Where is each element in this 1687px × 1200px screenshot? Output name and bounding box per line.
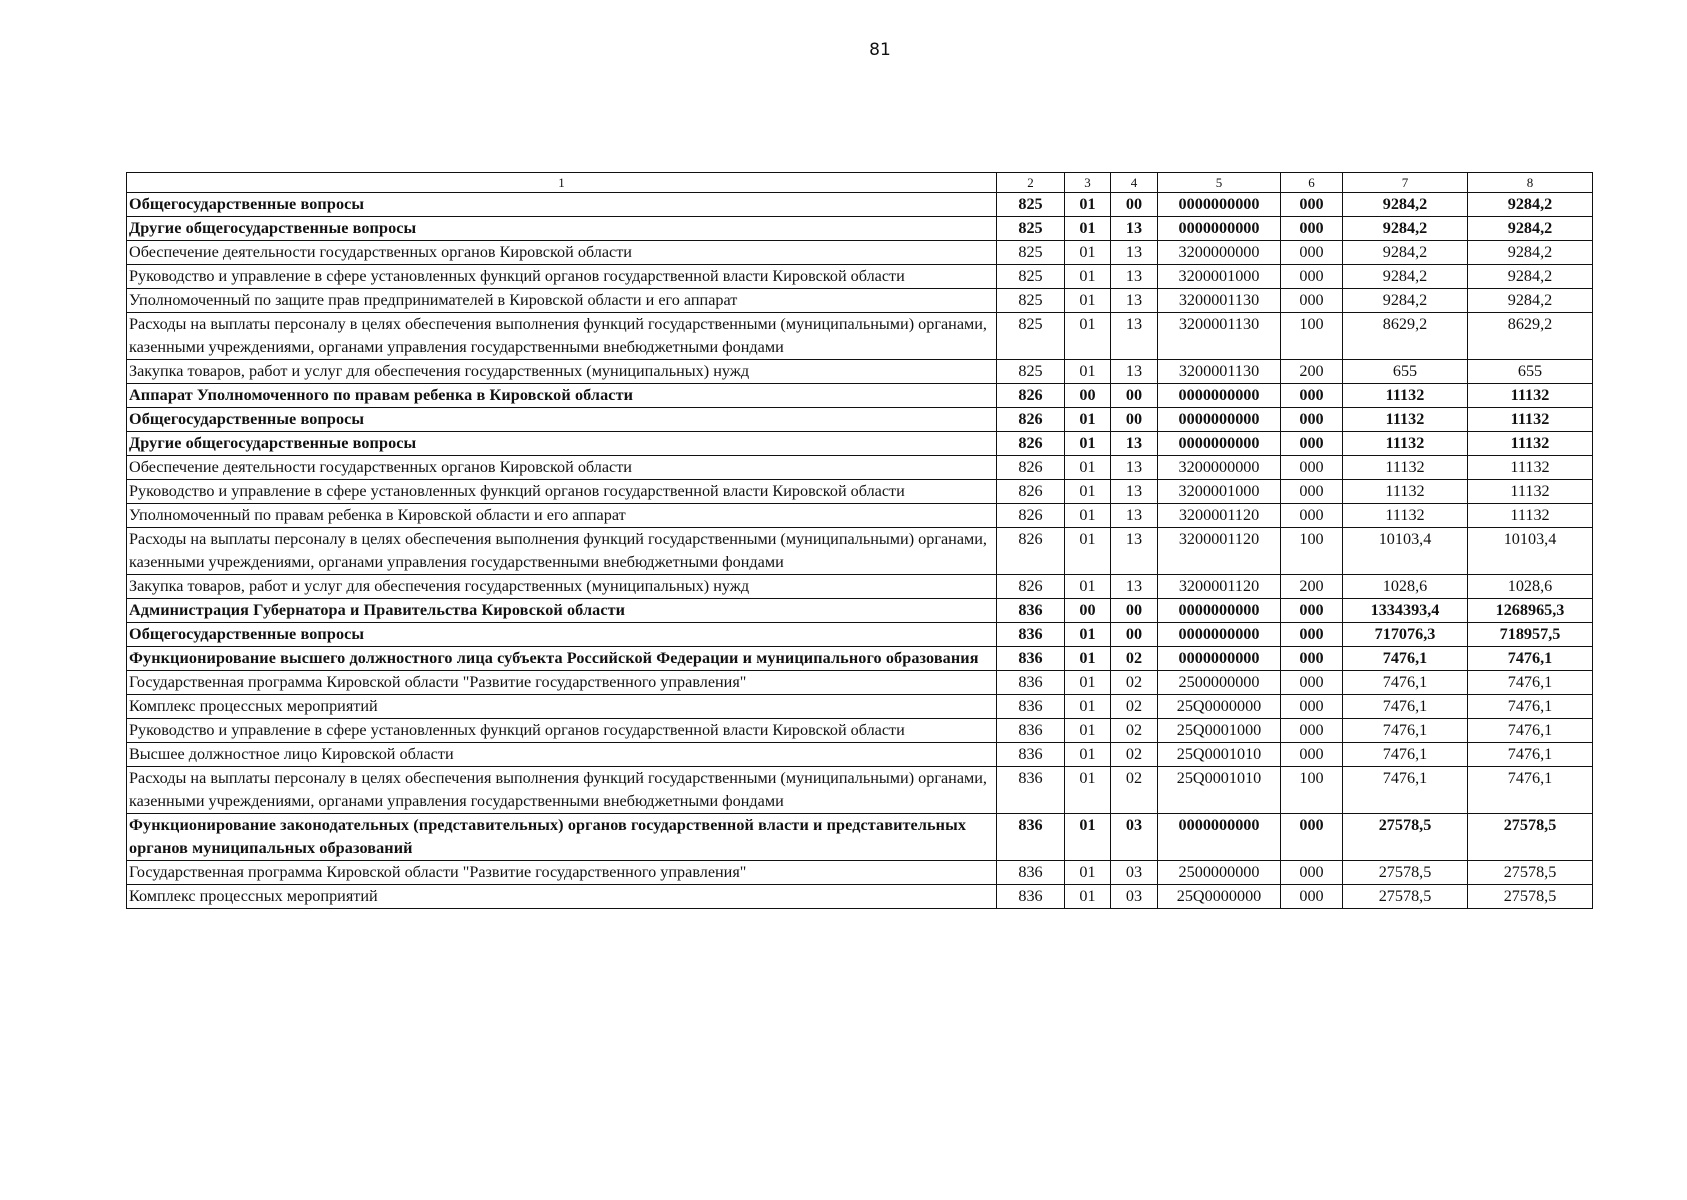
table-row [127, 480, 1593, 504]
table-row [127, 814, 1593, 861]
amount-year1-cell: 1028,6 [1343, 575, 1468, 599]
amount-year1-cell: 7476,1 [1343, 695, 1468, 719]
amount-year2-cell: 7476,1 [1468, 719, 1593, 743]
section-code-cell: 01 [1065, 432, 1111, 456]
expense-type-cell: 000 [1281, 241, 1343, 265]
expense-type-cell: 000 [1281, 289, 1343, 313]
amount-year1-cell: 11132 [1343, 504, 1468, 528]
amount-year1-cell: 9284,2 [1343, 193, 1468, 217]
expense-type-cell: 000 [1281, 599, 1343, 623]
chapter-code-cell: 825 [997, 360, 1065, 384]
expense-type-cell: 000 [1281, 695, 1343, 719]
amount-year2-cell: 7476,1 [1468, 743, 1593, 767]
expense-type-cell: 000 [1281, 743, 1343, 767]
chapter-code-cell: 836 [997, 814, 1065, 861]
section-code-cell: 01 [1065, 193, 1111, 217]
chapter-code-cell: 826 [997, 575, 1065, 599]
section-code-cell: 01 [1065, 217, 1111, 241]
subsection-code-cell: 02 [1111, 647, 1158, 671]
row-name-cell: Руководство и управление в сфере установленных функций органов государственной власти Кировской области [127, 480, 997, 504]
section-code-cell: 01 [1065, 313, 1111, 360]
chapter-code-cell: 836 [997, 885, 1065, 909]
amount-year2-cell: 27578,5 [1468, 885, 1593, 909]
target-article-cell: 3200000000 [1158, 241, 1281, 265]
table-row [127, 241, 1593, 265]
row-name-cell: Расходы на выплаты персоналу в целях обеспечения выполнения функций государственными (муниципальными) органами, казенными учреждениями, органами управления государственными внебюджетными фондами [127, 528, 997, 575]
subsection-code-cell: 13 [1111, 456, 1158, 480]
chapter-code-cell: 825 [997, 217, 1065, 241]
header-cell: 2 [997, 173, 1065, 193]
amount-year1-cell: 11132 [1343, 456, 1468, 480]
expense-type-cell: 000 [1281, 265, 1343, 289]
section-code-cell: 01 [1065, 671, 1111, 695]
target-article-cell: 0000000000 [1158, 217, 1281, 241]
section-code-cell: 01 [1065, 719, 1111, 743]
header-cell: 4 [1111, 173, 1158, 193]
chapter-code-cell: 836 [997, 647, 1065, 671]
amount-year2-cell: 11132 [1468, 504, 1593, 528]
target-article-cell: 2500000000 [1158, 861, 1281, 885]
subsection-code-cell: 13 [1111, 313, 1158, 360]
target-article-cell: 25Q0000000 [1158, 695, 1281, 719]
table-row [127, 861, 1593, 885]
amount-year2-cell: 11132 [1468, 456, 1593, 480]
amount-year1-cell: 9284,2 [1343, 217, 1468, 241]
header-cell: 5 [1158, 173, 1281, 193]
target-article-cell: 3200001130 [1158, 289, 1281, 313]
section-code-cell: 01 [1065, 767, 1111, 814]
row-name-cell: Расходы на выплаты персоналу в целях обеспечения выполнения функций государственными (муниципальными) органами, казенными учреждениями, органами управления государственными внебюджетными фондами [127, 313, 997, 360]
table-row [127, 384, 1593, 408]
subsection-code-cell: 13 [1111, 360, 1158, 384]
expense-type-cell: 000 [1281, 193, 1343, 217]
row-name-cell: Руководство и управление в сфере установленных функций органов государственной власти Кировской области [127, 265, 997, 289]
subsection-code-cell: 03 [1111, 861, 1158, 885]
subsection-code-cell: 02 [1111, 719, 1158, 743]
expense-type-cell: 000 [1281, 623, 1343, 647]
amount-year2-cell: 27578,5 [1468, 861, 1593, 885]
budget-table [126, 172, 1593, 909]
chapter-code-cell: 836 [997, 671, 1065, 695]
amount-year2-cell: 1028,6 [1468, 575, 1593, 599]
amount-year1-cell: 9284,2 [1343, 265, 1468, 289]
amount-year1-cell: 7476,1 [1343, 647, 1468, 671]
section-code-cell: 01 [1065, 408, 1111, 432]
amount-year2-cell: 9284,2 [1468, 217, 1593, 241]
expense-type-cell: 000 [1281, 719, 1343, 743]
section-code-cell: 01 [1065, 528, 1111, 575]
subsection-code-cell: 13 [1111, 480, 1158, 504]
amount-year1-cell: 7476,1 [1343, 743, 1468, 767]
amount-year2-cell: 718957,5 [1468, 623, 1593, 647]
amount-year2-cell: 7476,1 [1468, 647, 1593, 671]
amount-year2-cell: 11132 [1468, 384, 1593, 408]
subsection-code-cell: 13 [1111, 241, 1158, 265]
table-row [127, 623, 1593, 647]
amount-year2-cell: 7476,1 [1468, 695, 1593, 719]
expense-type-cell: 000 [1281, 480, 1343, 504]
section-code-cell: 01 [1065, 480, 1111, 504]
table-row [127, 671, 1593, 695]
target-article-cell: 3200001130 [1158, 360, 1281, 384]
target-article-cell: 0000000000 [1158, 647, 1281, 671]
subsection-code-cell: 00 [1111, 193, 1158, 217]
row-name-cell: Высшее должностное лицо Кировской области [127, 743, 997, 767]
amount-year2-cell: 655 [1468, 360, 1593, 384]
subsection-code-cell: 00 [1111, 408, 1158, 432]
chapter-code-cell: 826 [997, 408, 1065, 432]
row-name-cell: Функционирование законодательных (представительных) органов государственной власти и представительных органов муниципальных образований [127, 814, 997, 861]
subsection-code-cell: 03 [1111, 885, 1158, 909]
amount-year1-cell: 11132 [1343, 480, 1468, 504]
table-row [127, 193, 1593, 217]
subsection-code-cell: 02 [1111, 743, 1158, 767]
subsection-code-cell: 02 [1111, 671, 1158, 695]
table-row [127, 504, 1593, 528]
section-code-cell: 01 [1065, 885, 1111, 909]
amount-year2-cell: 27578,5 [1468, 814, 1593, 861]
table-row [127, 289, 1593, 313]
chapter-code-cell: 826 [997, 456, 1065, 480]
expense-type-cell: 000 [1281, 647, 1343, 671]
row-name-cell: Общегосударственные вопросы [127, 193, 997, 217]
row-name-cell: Государственная программа Кировской области "Развитие государственного управления" [127, 671, 997, 695]
row-name-cell: Функционирование высшего должностного лица субъекта Российской Федерации и муниципального образования [127, 647, 997, 671]
amount-year2-cell: 11132 [1468, 408, 1593, 432]
target-article-cell: 0000000000 [1158, 623, 1281, 647]
row-name-cell: Общегосударственные вопросы [127, 408, 997, 432]
expense-type-cell: 000 [1281, 408, 1343, 432]
expense-type-cell: 100 [1281, 313, 1343, 360]
section-code-cell: 01 [1065, 241, 1111, 265]
row-name-cell: Общегосударственные вопросы [127, 623, 997, 647]
expense-type-cell: 100 [1281, 767, 1343, 814]
amount-year1-cell: 11132 [1343, 432, 1468, 456]
expense-type-cell: 000 [1281, 456, 1343, 480]
header-cell: 8 [1468, 173, 1593, 193]
amount-year2-cell: 10103,4 [1468, 528, 1593, 575]
table-row [127, 647, 1593, 671]
section-code-cell: 01 [1065, 743, 1111, 767]
chapter-code-cell: 825 [997, 193, 1065, 217]
row-name-cell: Руководство и управление в сфере установленных функций органов государственной власти Кировской области [127, 719, 997, 743]
subsection-code-cell: 13 [1111, 432, 1158, 456]
row-name-cell: Обеспечение деятельности государственных органов Кировской области [127, 241, 997, 265]
section-code-cell: 01 [1065, 861, 1111, 885]
subsection-code-cell: 02 [1111, 695, 1158, 719]
amount-year2-cell: 9284,2 [1468, 193, 1593, 217]
table-row [127, 456, 1593, 480]
amount-year1-cell: 7476,1 [1343, 671, 1468, 695]
amount-year1-cell: 10103,4 [1343, 528, 1468, 575]
chapter-code-cell: 836 [997, 695, 1065, 719]
table-row [127, 695, 1593, 719]
amount-year1-cell: 9284,2 [1343, 289, 1468, 313]
table-row [127, 217, 1593, 241]
target-article-cell: 25Q0001010 [1158, 743, 1281, 767]
amount-year1-cell: 11132 [1343, 408, 1468, 432]
expense-type-cell: 000 [1281, 217, 1343, 241]
subsection-code-cell: 13 [1111, 217, 1158, 241]
section-code-cell: 01 [1065, 504, 1111, 528]
row-name-cell: Аппарат Уполномоченного по правам ребенка в Кировской области [127, 384, 997, 408]
subsection-code-cell: 00 [1111, 623, 1158, 647]
chapter-code-cell: 826 [997, 432, 1065, 456]
row-name-cell: Уполномоченный по правам ребенка в Кировской области и его аппарат [127, 504, 997, 528]
table-row [127, 432, 1593, 456]
target-article-cell: 25Q0001000 [1158, 719, 1281, 743]
amount-year2-cell: 9284,2 [1468, 241, 1593, 265]
amount-year1-cell: 717076,3 [1343, 623, 1468, 647]
target-article-cell: 0000000000 [1158, 599, 1281, 623]
section-code-cell: 01 [1065, 623, 1111, 647]
section-code-cell: 01 [1065, 575, 1111, 599]
expense-type-cell: 200 [1281, 575, 1343, 599]
subsection-code-cell: 13 [1111, 528, 1158, 575]
header-cell: 6 [1281, 173, 1343, 193]
row-name-cell: Уполномоченный по защите прав предпринимателей в Кировской области и его аппарат [127, 289, 997, 313]
target-article-cell: 3200000000 [1158, 456, 1281, 480]
table-row [127, 313, 1593, 360]
row-name-cell: Расходы на выплаты персоналу в целях обеспечения выполнения функций государственными (муниципальными) органами, казенными учреждениями, органами управления государственными внебюджетными фондами [127, 767, 997, 814]
table-row [127, 885, 1593, 909]
chapter-code-cell: 826 [997, 504, 1065, 528]
table-header-row [127, 173, 1593, 193]
row-name-cell: Государственная программа Кировской области "Развитие государственного управления" [127, 861, 997, 885]
target-article-cell: 3200001000 [1158, 265, 1281, 289]
chapter-code-cell: 836 [997, 743, 1065, 767]
chapter-code-cell: 836 [997, 599, 1065, 623]
section-code-cell: 00 [1065, 384, 1111, 408]
section-code-cell: 01 [1065, 265, 1111, 289]
expense-type-cell: 100 [1281, 528, 1343, 575]
amount-year1-cell: 27578,5 [1343, 814, 1468, 861]
amount-year1-cell: 27578,5 [1343, 861, 1468, 885]
table-row [127, 575, 1593, 599]
row-name-cell: Закупка товаров, работ и услуг для обеспечения государственных (муниципальных) нужд [127, 360, 997, 384]
amount-year1-cell: 7476,1 [1343, 719, 1468, 743]
target-article-cell: 0000000000 [1158, 408, 1281, 432]
subsection-code-cell: 00 [1111, 599, 1158, 623]
subsection-code-cell: 13 [1111, 265, 1158, 289]
table-row [127, 719, 1593, 743]
target-article-cell: 3200001120 [1158, 528, 1281, 575]
section-code-cell: 01 [1065, 647, 1111, 671]
row-name-cell: Обеспечение деятельности государственных органов Кировской области [127, 456, 997, 480]
expense-type-cell: 000 [1281, 384, 1343, 408]
chapter-code-cell: 836 [997, 767, 1065, 814]
section-code-cell: 01 [1065, 814, 1111, 861]
table-row [127, 599, 1593, 623]
header-cell: 7 [1343, 173, 1468, 193]
row-name-cell: Комплекс процессных мероприятий [127, 885, 997, 909]
chapter-code-cell: 836 [997, 623, 1065, 647]
chapter-code-cell: 825 [997, 289, 1065, 313]
subsection-code-cell: 13 [1111, 575, 1158, 599]
row-name-cell: Комплекс процессных мероприятий [127, 695, 997, 719]
table-row [127, 767, 1593, 814]
expense-type-cell: 200 [1281, 360, 1343, 384]
amount-year2-cell: 11132 [1468, 432, 1593, 456]
target-article-cell: 3200001120 [1158, 575, 1281, 599]
chapter-code-cell: 825 [997, 313, 1065, 360]
section-code-cell: 01 [1065, 456, 1111, 480]
row-name-cell: Закупка товаров, работ и услуг для обеспечения государственных (муниципальных) нужд [127, 575, 997, 599]
subsection-code-cell: 03 [1111, 814, 1158, 861]
target-article-cell: 0000000000 [1158, 384, 1281, 408]
section-code-cell: 00 [1065, 599, 1111, 623]
amount-year1-cell: 27578,5 [1343, 885, 1468, 909]
chapter-code-cell: 826 [997, 480, 1065, 504]
target-article-cell: 25Q0000000 [1158, 885, 1281, 909]
subsection-code-cell: 02 [1111, 767, 1158, 814]
row-name-cell: Другие общегосударственные вопросы [127, 217, 997, 241]
target-article-cell: 3200001120 [1158, 504, 1281, 528]
chapter-code-cell: 825 [997, 241, 1065, 265]
amount-year1-cell: 655 [1343, 360, 1468, 384]
section-code-cell: 01 [1065, 289, 1111, 313]
amount-year1-cell: 11132 [1343, 384, 1468, 408]
header-cell: 1 [127, 173, 997, 193]
subsection-code-cell: 13 [1111, 289, 1158, 313]
target-article-cell: 25Q0001010 [1158, 767, 1281, 814]
table-row [127, 360, 1593, 384]
target-article-cell: 0000000000 [1158, 814, 1281, 861]
expense-type-cell: 000 [1281, 432, 1343, 456]
expense-type-cell: 000 [1281, 671, 1343, 695]
row-name-cell: Администрация Губернатора и Правительства Кировской области [127, 599, 997, 623]
chapter-code-cell: 826 [997, 528, 1065, 575]
amount-year1-cell: 1334393,4 [1343, 599, 1468, 623]
amount-year2-cell: 8629,2 [1468, 313, 1593, 360]
section-code-cell: 01 [1065, 695, 1111, 719]
expense-type-cell: 000 [1281, 504, 1343, 528]
target-article-cell: 2500000000 [1158, 671, 1281, 695]
table-row [127, 528, 1593, 575]
target-article-cell: 0000000000 [1158, 432, 1281, 456]
target-article-cell: 3200001130 [1158, 313, 1281, 360]
amount-year1-cell: 7476,1 [1343, 767, 1468, 814]
expense-type-cell: 000 [1281, 885, 1343, 909]
subsection-code-cell: 13 [1111, 504, 1158, 528]
chapter-code-cell: 825 [997, 265, 1065, 289]
amount-year2-cell: 1268965,3 [1468, 599, 1593, 623]
table-row [127, 265, 1593, 289]
chapter-code-cell: 836 [997, 719, 1065, 743]
amount-year2-cell: 7476,1 [1468, 767, 1593, 814]
page-number: 81 [869, 40, 891, 60]
amount-year2-cell: 9284,2 [1468, 265, 1593, 289]
target-article-cell: 0000000000 [1158, 193, 1281, 217]
amount-year2-cell: 11132 [1468, 480, 1593, 504]
table-row [127, 408, 1593, 432]
amount-year1-cell: 9284,2 [1343, 241, 1468, 265]
subsection-code-cell: 00 [1111, 384, 1158, 408]
table-row [127, 743, 1593, 767]
chapter-code-cell: 826 [997, 384, 1065, 408]
chapter-code-cell: 836 [997, 861, 1065, 885]
section-code-cell: 01 [1065, 360, 1111, 384]
expense-type-cell: 000 [1281, 861, 1343, 885]
target-article-cell: 3200001000 [1158, 480, 1281, 504]
header-cell: 3 [1065, 173, 1111, 193]
amount-year2-cell: 7476,1 [1468, 671, 1593, 695]
amount-year2-cell: 9284,2 [1468, 289, 1593, 313]
expense-type-cell: 000 [1281, 814, 1343, 861]
row-name-cell: Другие общегосударственные вопросы [127, 432, 997, 456]
amount-year1-cell: 8629,2 [1343, 313, 1468, 360]
